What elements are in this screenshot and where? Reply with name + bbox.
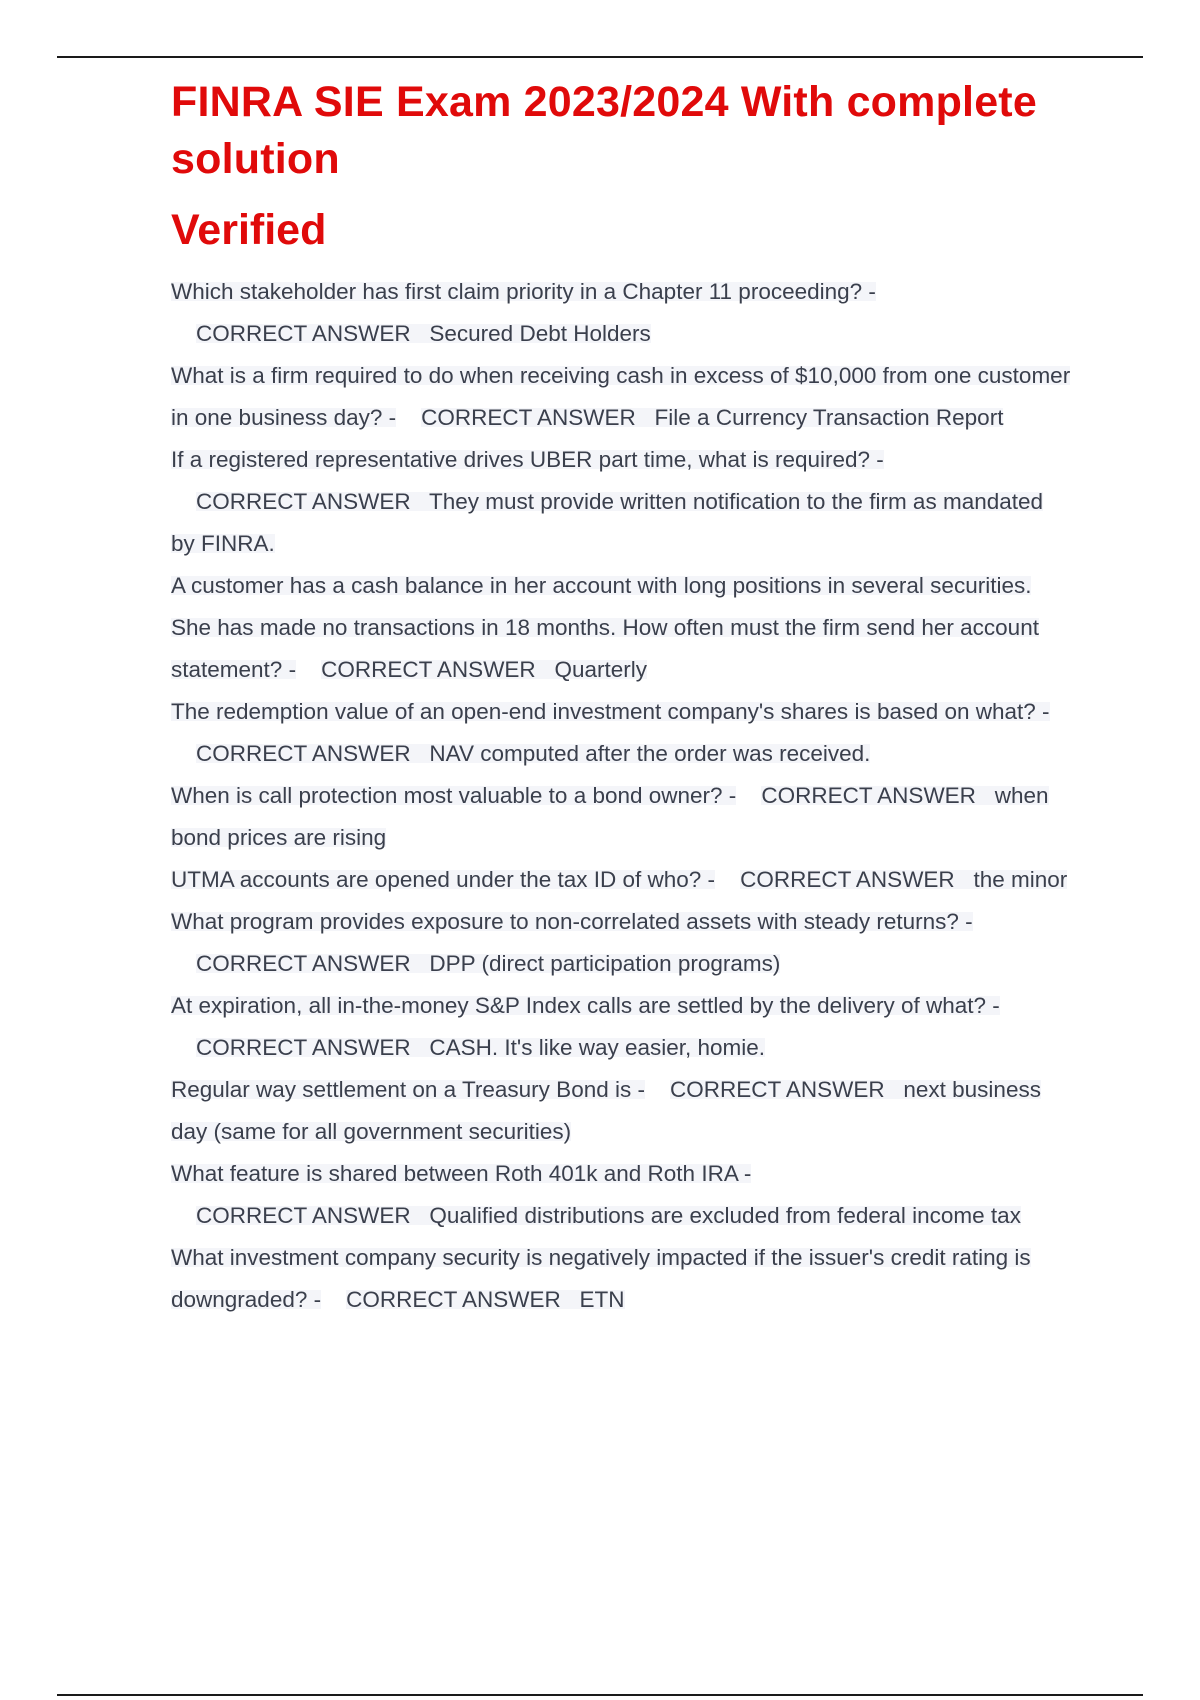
qa-item xyxy=(171,1069,1071,1153)
answer-text: File a Currency Transaction Report xyxy=(654,405,1004,430)
bottom-divider xyxy=(57,1694,1143,1696)
answer-label: CORRECT ANSWER xyxy=(321,657,536,682)
answer-text: next business day (same for all government securities) xyxy=(171,1077,1041,1144)
qa-item xyxy=(171,565,1071,691)
question-text: What feature is shared between Roth 401k and Roth IRA - xyxy=(171,1161,752,1186)
answer-label: CORRECT ANSWER xyxy=(196,489,411,514)
qa-item xyxy=(171,859,1071,901)
question-text: What investment company security is negatively impacted if the issuer's credit rating is downgraded? - xyxy=(171,1245,1031,1312)
answer-label: CORRECT ANSWER xyxy=(421,405,636,430)
question-text: Which stakeholder has first claim priority in a Chapter 11 proceeding? - xyxy=(171,279,876,304)
answer-label: CORRECT ANSWER xyxy=(196,741,411,766)
answer-text: Qualified distributions are excluded from federal income tax xyxy=(429,1203,1021,1228)
answer-text: when bond prices are rising xyxy=(171,783,1049,850)
question-text: A customer has a cash balance in her account with long positions in several securities. She has made no transactions in 18 months. How often must the firm send her account statement? - xyxy=(171,573,1039,682)
answer-text: Secured Debt Holders xyxy=(429,321,651,346)
answer-text: CASH. It's like way easier, homie. xyxy=(429,1035,766,1060)
qa-item xyxy=(171,271,1071,355)
answer-label: CORRECT ANSWER xyxy=(761,783,976,808)
answer-label: CORRECT ANSWER xyxy=(346,1287,561,1312)
question-text: What program provides exposure to non-correlated assets with steady returns? - xyxy=(171,909,973,934)
document-title: FINRA SIE Exam 2023/2024 With complete solution xyxy=(171,78,1037,183)
question-text: When is call protection most valuable to a bond owner? - xyxy=(171,783,737,808)
answer-label: CORRECT ANSWER xyxy=(196,1203,411,1228)
question-text: At expiration, all in-the-money S&P Index calls are settled by the delivery of what? - xyxy=(171,993,1000,1018)
answer-text: They must provide written notification to the firm as mandated by FINRA. xyxy=(171,489,1044,556)
question-text: UTMA accounts are opened under the tax ID of who? - xyxy=(171,867,716,892)
answer-text: Quarterly xyxy=(554,657,647,682)
qa-item xyxy=(171,355,1071,439)
document-subtitle: Verified xyxy=(171,206,327,254)
answer-label: CORRECT ANSWER xyxy=(670,1077,885,1102)
qa-item xyxy=(171,985,1071,1069)
qa-item xyxy=(171,439,1071,565)
document-body xyxy=(171,74,1071,1321)
qa-item xyxy=(171,1237,1071,1321)
question-text: The redemption value of an open-end investment company's shares is based on what? - xyxy=(171,699,1050,724)
answer-label: CORRECT ANSWER xyxy=(196,321,411,346)
answer-label: CORRECT ANSWER xyxy=(740,867,955,892)
answer-label: CORRECT ANSWER xyxy=(196,1035,411,1060)
answer-text: DPP (direct participation programs) xyxy=(429,951,781,976)
answer-text: NAV computed after the order was received. xyxy=(429,741,871,766)
qa-item xyxy=(171,691,1071,775)
answer-label: CORRECT ANSWER xyxy=(196,951,411,976)
qa-item xyxy=(171,775,1071,859)
top-divider xyxy=(57,56,1143,58)
qa-item xyxy=(171,1153,1071,1237)
question-text: Regular way settlement on a Treasury Bond is - xyxy=(171,1077,645,1102)
answer-text: the minor xyxy=(973,867,1068,892)
qa-item xyxy=(171,901,1071,985)
question-text: What is a firm required to do when receiving cash in excess of $10,000 from one customer in one business day? - xyxy=(171,363,1071,430)
answer-text: ETN xyxy=(579,1287,625,1312)
question-text: If a registered representative drives UBER part time, what is required? - xyxy=(171,447,884,472)
qa-list xyxy=(171,271,1071,1321)
